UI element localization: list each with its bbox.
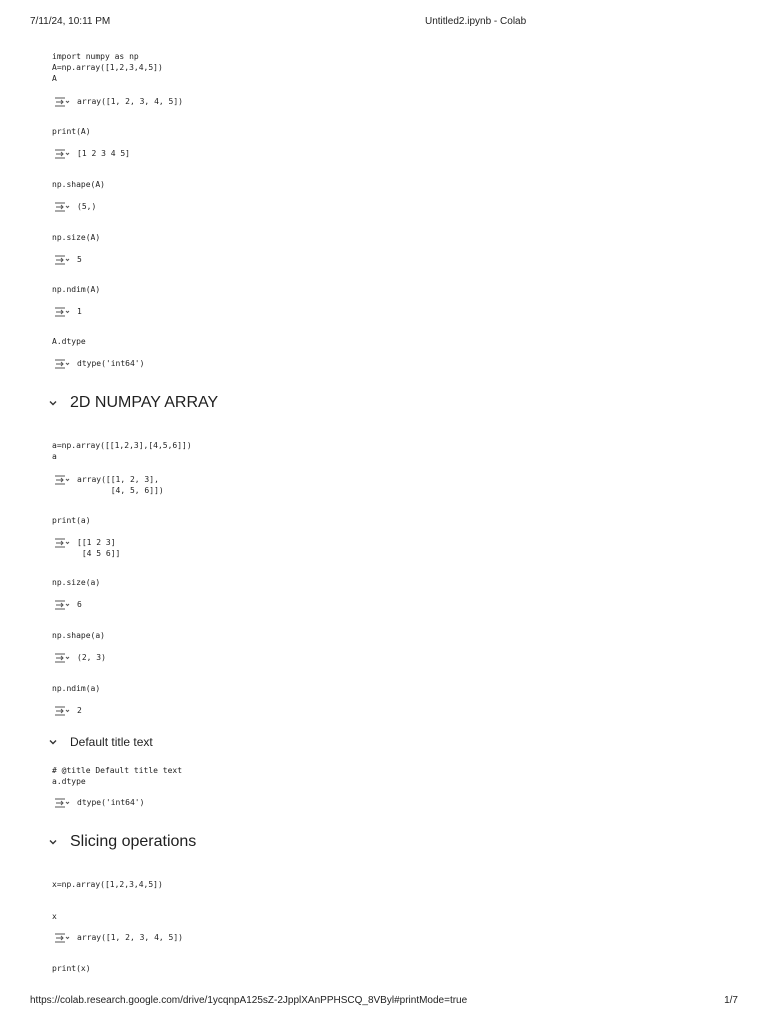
code-cell[interactable]: print(A) bbox=[52, 127, 91, 136]
section-heading-default-title[interactable] bbox=[48, 732, 348, 752]
chevron-down-icon[interactable] bbox=[48, 837, 58, 847]
cell-output bbox=[52, 148, 352, 162]
output-text: array([1, 2, 3, 4, 5]) bbox=[77, 97, 183, 106]
output-text: 1 bbox=[77, 307, 82, 316]
code-cell[interactable]: x bbox=[52, 912, 57, 921]
code-cell[interactable]: np.ndim(A) bbox=[52, 285, 101, 294]
output-text: [1 2 3 4 5] bbox=[77, 149, 130, 158]
section-title: 2D NUMPAY ARRAY bbox=[70, 394, 219, 411]
document-title: Untitled2.ipynb - Colab bbox=[425, 16, 527, 27]
output-toggle-icon[interactable] bbox=[54, 149, 70, 159]
chevron-down-icon[interactable] bbox=[48, 737, 58, 747]
code-cell[interactable]: print(a) bbox=[52, 516, 91, 525]
section-title: Default title text bbox=[70, 735, 153, 749]
section-heading-2d-array[interactable] bbox=[48, 391, 448, 415]
cell-output bbox=[52, 797, 352, 811]
output-toggle-icon[interactable] bbox=[54, 653, 70, 663]
cell-output bbox=[52, 599, 352, 613]
output-text: (5,) bbox=[77, 202, 97, 211]
code-cell[interactable]: np.shape(A) bbox=[52, 180, 105, 189]
output-text: [[1 2 3] [4 5 6]] bbox=[77, 538, 121, 558]
cell-output bbox=[52, 474, 352, 500]
code-cell[interactable]: A.dtype bbox=[52, 337, 86, 346]
cell-output bbox=[52, 537, 352, 563]
code-cell[interactable]: import numpy as np A=np.array([1,2,3,4,5]) A bbox=[52, 52, 163, 83]
section-heading-slicing[interactable] bbox=[48, 830, 448, 854]
cell-output bbox=[52, 201, 352, 215]
output-text: array([[1, 2, 3], [4, 5, 6]]) bbox=[77, 475, 164, 495]
code-cell[interactable]: np.size(A) bbox=[52, 233, 101, 242]
output-toggle-icon[interactable] bbox=[54, 97, 70, 107]
output-text: 5 bbox=[77, 255, 82, 264]
output-toggle-icon[interactable] bbox=[54, 538, 70, 548]
output-toggle-icon[interactable] bbox=[54, 798, 70, 808]
output-text: (2, 3) bbox=[77, 653, 106, 662]
output-toggle-icon[interactable] bbox=[54, 255, 70, 265]
output-text: dtype('int64') bbox=[77, 798, 145, 807]
code-cell[interactable]: x=np.array([1,2,3,4,5]) bbox=[52, 880, 163, 889]
cell-output bbox=[52, 932, 352, 946]
output-toggle-icon[interactable] bbox=[54, 202, 70, 212]
output-toggle-icon[interactable] bbox=[54, 933, 70, 943]
page-url: https://colab.research.google.com/drive/1ycqnpA125sZ-2JpplXAnPPHSCQ_8VByl#printMode=true bbox=[30, 995, 468, 1006]
output-toggle-icon[interactable] bbox=[54, 359, 70, 369]
output-toggle-icon[interactable] bbox=[54, 706, 70, 716]
output-toggle-icon[interactable] bbox=[54, 307, 70, 317]
chevron-down-icon[interactable] bbox=[48, 398, 58, 408]
cell-output bbox=[52, 358, 352, 372]
output-toggle-icon[interactable] bbox=[54, 600, 70, 610]
code-cell[interactable]: np.ndim(a) bbox=[52, 684, 101, 693]
print-footer bbox=[30, 995, 738, 1009]
output-text: 6 bbox=[77, 600, 82, 609]
output-toggle-icon[interactable] bbox=[54, 475, 70, 485]
section-title: Slicing operations bbox=[70, 833, 197, 850]
output-text: 2 bbox=[77, 706, 82, 715]
code-cell[interactable]: print(x) bbox=[52, 964, 91, 973]
code-cell[interactable]: # @title Default title text a.dtype bbox=[52, 766, 183, 786]
output-text: array([1, 2, 3, 4, 5]) bbox=[77, 933, 183, 942]
code-cell[interactable]: np.size(a) bbox=[52, 578, 101, 587]
cell-output bbox=[52, 705, 352, 719]
output-text: dtype('int64') bbox=[77, 359, 145, 368]
cell-output bbox=[52, 306, 352, 320]
cell-output bbox=[52, 96, 352, 110]
code-cell[interactable]: np.shape(a) bbox=[52, 631, 105, 640]
code-cell[interactable]: a=np.array([[1,2,3],[4,5,6]]) a bbox=[52, 441, 192, 461]
print-datetime: 7/11/24, 10:11 PM bbox=[30, 16, 111, 27]
page-number: 1/7 bbox=[724, 995, 738, 1006]
cell-output bbox=[52, 254, 352, 268]
cell-output bbox=[52, 652, 352, 666]
